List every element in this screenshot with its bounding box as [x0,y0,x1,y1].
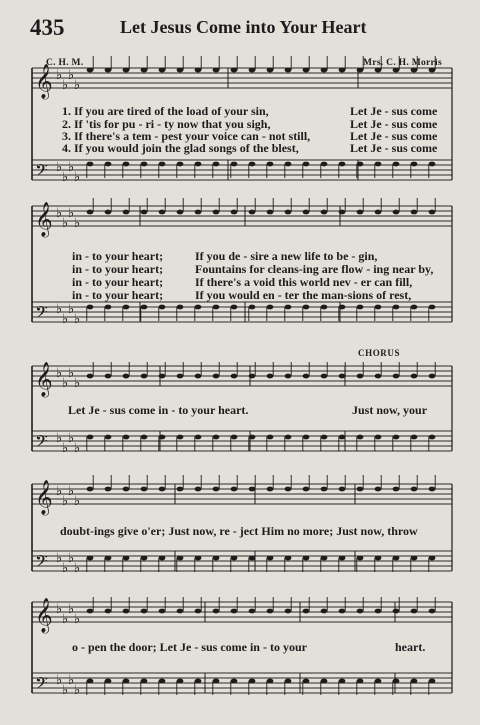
notehead [357,305,364,310]
notehead [141,556,148,561]
verse-line-4 [0,141,480,154]
notehead [249,609,256,614]
verse-2-lyric: 2. If 'tis for pu - ri - ty now that you sigh, [62,117,271,131]
notehead [375,374,382,379]
notehead [285,556,292,561]
notehead [213,556,220,561]
notehead [285,609,292,614]
notehead [285,210,292,215]
system2-lyric-4b: If you would en - ter the man-sions of rest, [195,288,412,302]
notehead [429,609,436,614]
treble-clef-icon: 𝄞 [35,598,53,633]
notehead [141,162,148,167]
notehead [285,435,292,440]
notehead [411,609,418,614]
flat-icon: ♭ [56,160,63,175]
notehead [249,487,256,492]
notehead [213,487,220,492]
notehead [411,556,418,561]
notehead [339,374,346,379]
system2-line-4 [0,288,480,301]
flat-icon: ♭ [62,78,69,93]
notehead [105,374,112,379]
flat-icon: ♭ [74,376,81,391]
notehead [267,210,274,215]
notehead [213,374,220,379]
notehead [87,68,94,73]
flat-icon: ♭ [56,206,63,221]
verse-1-lyric-end: Let Je - sus come [350,104,438,118]
flat-icon: ♭ [68,484,75,499]
notehead [213,68,220,73]
notehead [267,162,274,167]
notehead [231,435,238,440]
notehead [141,210,148,215]
notehead [195,435,202,440]
notehead [87,305,94,310]
notehead [159,305,166,310]
notehead [159,556,166,561]
notehead [141,374,148,379]
notehead [177,374,184,379]
notehead [231,679,238,684]
notehead [303,679,310,684]
system2-lyric-3b: If there's a void this world nev - er can fill, [195,275,413,289]
notehead [87,609,94,614]
notehead [393,679,400,684]
notehead [213,609,220,614]
flat-icon: ♭ [62,376,69,391]
notehead [195,609,202,614]
verse-2-lyric-end: Let Je - sus come [350,117,438,131]
system2-lyric-3a: in - to your heart; [72,275,164,289]
notehead [231,68,238,73]
notehead [123,435,130,440]
notehead [267,68,274,73]
notehead [177,487,184,492]
system2-line-2 [0,262,480,275]
notehead [303,556,310,561]
notehead [357,435,364,440]
notehead [105,162,112,167]
system2-line-1 [0,249,480,262]
notehead [339,435,346,440]
system2-line-3 [0,275,480,288]
flat-icon: ♭ [68,551,75,566]
flat-icon: ♭ [56,484,63,499]
notehead [231,305,238,310]
verse-4-lyric: 4. If you would join the glad songs of the blest, [62,141,299,155]
system2-lyric-1a: in - to your heart; [72,249,164,263]
notehead [339,487,346,492]
notehead [321,609,328,614]
notehead [267,556,274,561]
notehead [231,487,238,492]
flat-icon: ♭ [68,673,75,688]
notehead [195,679,202,684]
notehead [87,210,94,215]
notehead [375,679,382,684]
flat-icon: ♭ [62,561,69,576]
notehead [105,679,112,684]
notehead [159,210,166,215]
chorus-lyric-2: doubt-ings give o'er; Just now, re - ject Him no more; Just now, throw [60,524,418,538]
notehead [411,68,418,73]
chorus-lyric-3a: o - pen the door; Let Je - sus come in - to your [72,640,307,654]
flat-icon: ♭ [74,78,81,93]
notehead [357,162,364,167]
chorus-lyric-3b: heart. [395,640,426,654]
notehead [303,487,310,492]
notehead [411,435,418,440]
notehead [195,487,202,492]
flat-icon: ♭ [74,683,81,698]
verse-4-lyric-end: Let Je - sus come [350,141,438,155]
notehead [123,679,130,684]
flat-icon: ♭ [74,494,81,509]
notehead [249,162,256,167]
notehead [141,679,148,684]
notehead [105,487,112,492]
bass-clef-icon: 𝄢 [35,431,48,455]
notehead [213,679,220,684]
flat-icon: ♭ [68,602,75,617]
notehead [141,305,148,310]
notehead [375,609,382,614]
bass-clef-icon: 𝄢 [35,673,48,697]
treble-clef-icon: 𝄞 [35,480,53,515]
system2-lyric-2b: Fountains for cleans-ing are flow - ing near by, [195,262,434,276]
notehead [357,487,364,492]
notehead [303,210,310,215]
notehead [87,435,94,440]
flat-icon: ♭ [68,431,75,446]
flat-icon: ♭ [68,302,75,317]
bass-clef-icon: 𝄢 [35,551,48,575]
notehead [321,68,328,73]
flat-icon: ♭ [62,170,69,185]
notehead [357,679,364,684]
flat-icon: ♭ [74,561,81,576]
notehead [159,487,166,492]
notehead [195,68,202,73]
notehead [393,210,400,215]
treble-clef-icon: 𝄞 [35,362,53,397]
notehead [429,210,436,215]
notehead [303,374,310,379]
notehead [285,487,292,492]
notehead [285,374,292,379]
notehead [339,556,346,561]
notehead [195,556,202,561]
notehead [105,305,112,310]
flat-icon: ♭ [62,441,69,456]
notehead [285,679,292,684]
notehead [195,162,202,167]
bass-clef-icon: 𝄢 [35,160,48,184]
notehead [411,679,418,684]
notehead [321,305,328,310]
notehead [105,609,112,614]
flat-icon: ♭ [68,206,75,221]
notehead [213,435,220,440]
system2-lyric-1b: If you de - sire a new life to be - gin, [195,249,378,263]
verse-1-lyric: 1. If you are tired of the load of your sin, [62,104,269,118]
notehead [123,374,130,379]
notehead [267,305,274,310]
notehead [285,162,292,167]
chorus-line-2 [0,524,480,537]
flat-icon: ♭ [74,170,81,185]
notehead [177,210,184,215]
notehead [159,435,166,440]
notehead [429,556,436,561]
notehead [393,487,400,492]
chorus-lyric-1a: Let Je - sus come in - to your heart. [68,403,249,417]
notehead [249,556,256,561]
notehead [411,305,418,310]
notehead [159,374,166,379]
notehead [393,305,400,310]
notehead [231,374,238,379]
notehead [123,487,130,492]
notehead [267,374,274,379]
chorus-label: CHORUS [358,348,401,358]
flat-icon: ♭ [56,302,63,317]
notehead [231,210,238,215]
notehead [411,210,418,215]
hymn-number: 435 [30,15,65,40]
notehead [87,374,94,379]
notehead [177,68,184,73]
notehead [87,556,94,561]
notehead [321,435,328,440]
notehead [375,435,382,440]
notehead [177,162,184,167]
notehead [123,68,130,73]
notehead [429,305,436,310]
notehead [429,679,436,684]
notehead [159,609,166,614]
notehead [357,374,364,379]
notehead [267,609,274,614]
notehead [87,162,94,167]
notehead [375,305,382,310]
notehead [303,68,310,73]
flat-icon: ♭ [62,312,69,327]
treble-clef-icon: 𝄞 [35,64,53,99]
notehead [375,487,382,492]
notehead [231,609,238,614]
notehead [375,68,382,73]
notehead [195,210,202,215]
notehead [105,68,112,73]
notehead [177,609,184,614]
notehead [357,609,364,614]
notehead [195,305,202,310]
notehead [321,679,328,684]
composer-initials: C. H. M. [46,58,84,68]
notehead [177,679,184,684]
notehead [411,374,418,379]
notehead [393,556,400,561]
notehead [105,435,112,440]
notehead [375,556,382,561]
notehead [375,210,382,215]
notehead [429,68,436,73]
notehead [411,487,418,492]
notehead [123,210,130,215]
notehead [195,374,202,379]
notehead [321,374,328,379]
flat-icon: ♭ [56,551,63,566]
notehead [231,162,238,167]
notehead [105,210,112,215]
notehead [357,210,364,215]
notehead [87,487,94,492]
notehead [141,435,148,440]
notehead [249,374,256,379]
notehead [375,162,382,167]
notehead [393,68,400,73]
notehead [285,68,292,73]
notehead [249,68,256,73]
flat-icon: ♭ [62,494,69,509]
notehead [339,679,346,684]
notehead [177,305,184,310]
notehead [339,162,346,167]
notehead [213,210,220,215]
flat-icon: ♭ [56,431,63,446]
notehead [123,162,130,167]
notehead [213,305,220,310]
notehead [267,435,274,440]
verse-3-lyric-end: Let Je - sus come [350,129,438,143]
flat-icon: ♭ [68,160,75,175]
notehead [357,556,364,561]
notehead [177,556,184,561]
notehead [339,609,346,614]
notehead [303,162,310,167]
notehead [159,679,166,684]
notehead [357,68,364,73]
notehead [393,374,400,379]
notehead [303,609,310,614]
treble-clef-icon: 𝄞 [35,202,53,237]
notehead [177,435,184,440]
notehead [87,679,94,684]
flat-icon: ♭ [56,366,63,381]
notehead [141,487,148,492]
flat-icon: ♭ [62,612,69,627]
notehead [393,435,400,440]
author-credit: Mrs. C. H. Morris [363,58,442,68]
flat-icon: ♭ [74,312,81,327]
notehead [249,435,256,440]
flat-icon: ♭ [56,68,63,83]
system2-lyric-2a: in - to your heart; [72,262,164,276]
bass-clef-icon: 𝄢 [35,302,48,326]
notehead [249,679,256,684]
notehead [321,556,328,561]
system2-lyric-4a: in - to your heart; [72,288,164,302]
notehead [429,435,436,440]
flat-icon: ♭ [74,216,81,231]
notehead [285,305,292,310]
notehead [231,556,238,561]
notehead [321,210,328,215]
notehead [267,679,274,684]
flat-icon: ♭ [56,602,63,617]
notehead [429,162,436,167]
notehead [249,210,256,215]
verse-3-lyric: 3. If there's a tem - pest your voice can - not still, [62,129,311,143]
verse-line-1 [0,104,480,117]
flat-icon: ♭ [62,683,69,698]
flat-icon: ♭ [74,612,81,627]
notehead [141,68,148,73]
notehead [303,305,310,310]
chorus-lyric-1b: Just now, your [352,403,428,417]
notehead [429,374,436,379]
flat-icon: ♭ [56,673,63,688]
notehead [159,162,166,167]
notehead [123,305,130,310]
hymn-title: Let Jesus Come into Your Heart [120,17,367,37]
notehead [321,162,328,167]
chorus-line-3 [0,640,480,653]
notehead [429,487,436,492]
flat-icon: ♭ [68,68,75,83]
notehead [339,68,346,73]
notehead [339,210,346,215]
notehead [393,609,400,614]
flat-icon: ♭ [68,366,75,381]
notehead [303,435,310,440]
notehead [339,305,346,310]
notehead [321,487,328,492]
notehead [267,487,274,492]
notehead [213,162,220,167]
flat-icon: ♭ [74,441,81,456]
notehead [393,162,400,167]
notehead [105,556,112,561]
notehead [411,162,418,167]
notehead [123,556,130,561]
notehead [141,609,148,614]
flat-icon: ♭ [62,216,69,231]
notehead [249,305,256,310]
notehead [159,68,166,73]
chorus-line-1 [0,403,480,416]
notehead [123,609,130,614]
